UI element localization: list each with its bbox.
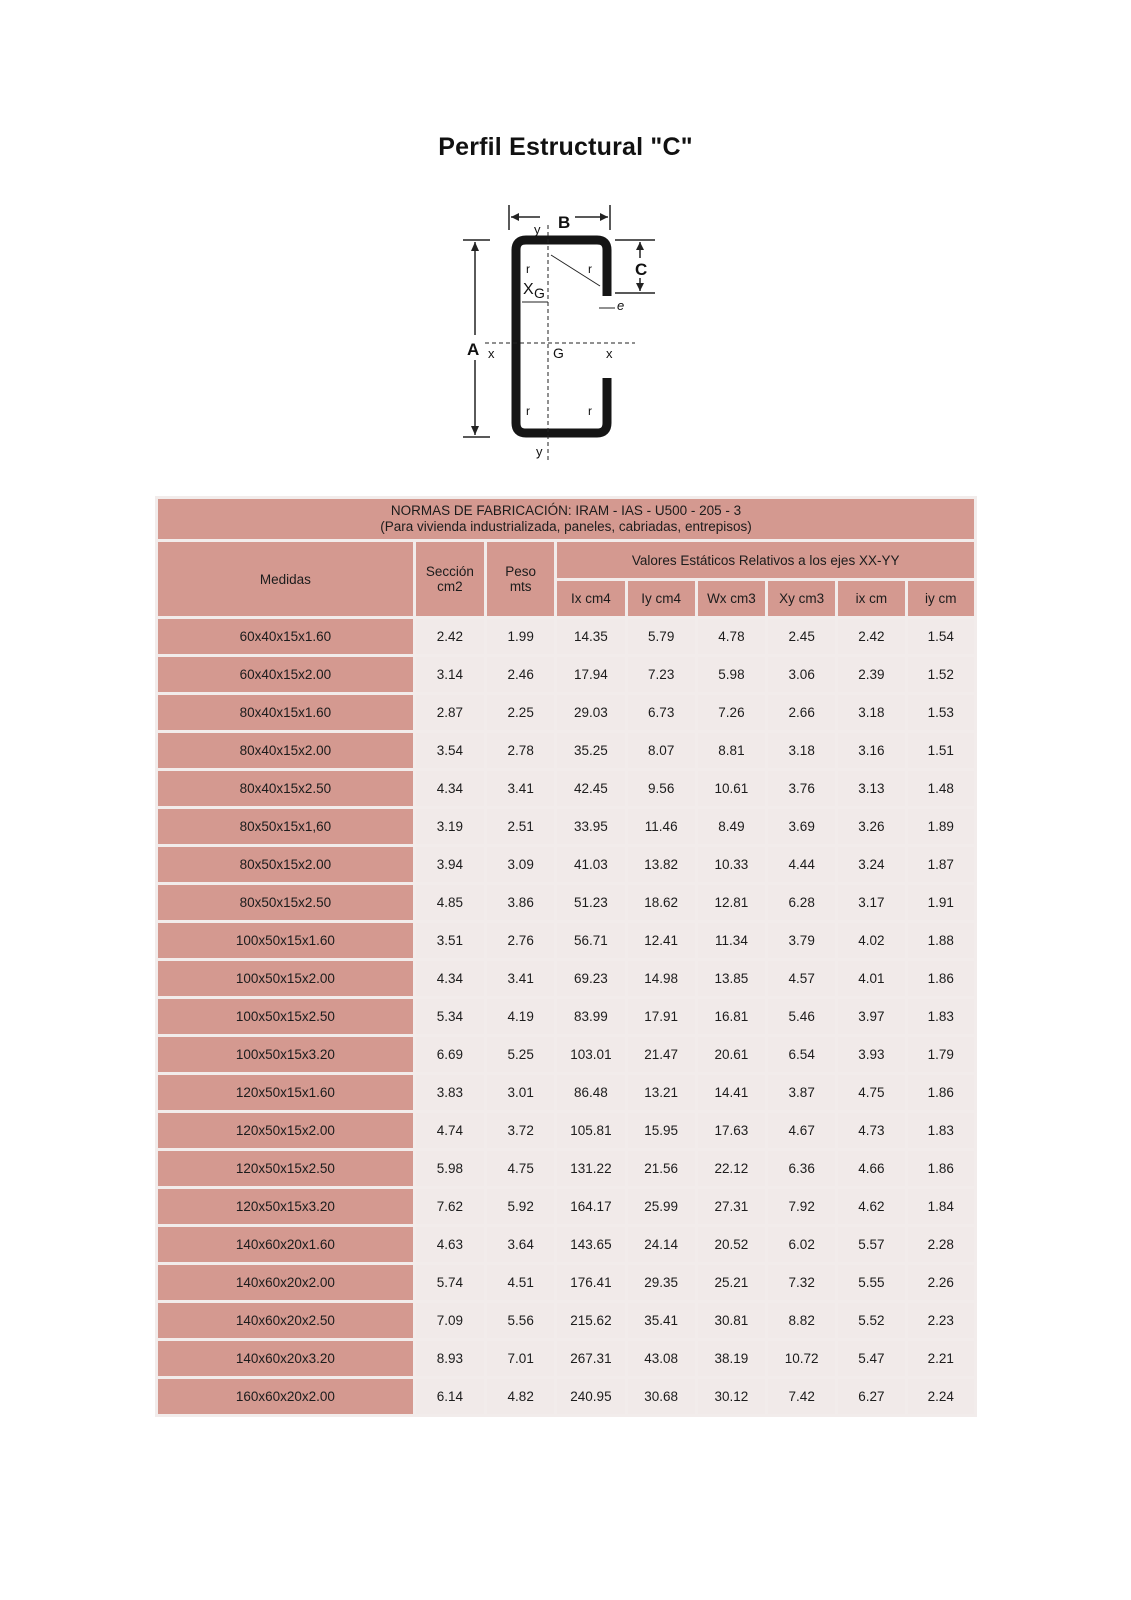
- norma-line-2: (Para vivienda industrializada, paneles, cabriadas, entrepisos): [380, 519, 752, 534]
- cell-medidas: 80x50x15x2.50: [158, 885, 413, 920]
- cell-value: 3.01: [487, 1075, 554, 1110]
- cell-value: 1.86: [908, 1151, 974, 1186]
- col-header-valores: Valores Estáticos Relativos a los ejes XX-YY: [557, 542, 974, 578]
- cell-value: 10.72: [768, 1341, 835, 1376]
- cell-value: 2.78: [487, 733, 554, 768]
- table-row: [158, 1151, 974, 1186]
- table-row: [158, 1341, 974, 1376]
- svg-text:r: r: [588, 404, 592, 418]
- cell-value: 3.93: [838, 1037, 904, 1072]
- table-row: [158, 1227, 974, 1262]
- cell-medidas: 160x60x20x2.00: [158, 1379, 413, 1414]
- table-row: [158, 847, 974, 882]
- cell-value: 6.14: [416, 1379, 484, 1414]
- table-row: [158, 1037, 974, 1072]
- cell-value: 7.26: [698, 695, 765, 730]
- cell-value: 3.64: [487, 1227, 554, 1262]
- cell-value: 6.73: [628, 695, 695, 730]
- cell-value: 6.36: [768, 1151, 835, 1186]
- cell-value: 35.41: [628, 1303, 695, 1338]
- cell-medidas: 120x50x15x1.60: [158, 1075, 413, 1110]
- cell-value: 13.21: [628, 1075, 695, 1110]
- cell-value: 2.46: [487, 657, 554, 692]
- cell-value: 17.63: [698, 1113, 765, 1148]
- cell-value: 105.81: [557, 1113, 624, 1148]
- cell-value: 2.39: [838, 657, 904, 692]
- cell-value: 1.54: [908, 619, 974, 654]
- col-header-wx: Wx cm3: [698, 581, 765, 616]
- cell-value: 6.28: [768, 885, 835, 920]
- cell-value: 2.51: [487, 809, 554, 844]
- cell-value: 7.92: [768, 1189, 835, 1224]
- cell-value: 4.62: [838, 1189, 904, 1224]
- col-header-iy-radius: iy cm: [908, 581, 974, 616]
- svg-text:r: r: [588, 262, 592, 276]
- cell-value: 5.98: [698, 657, 765, 692]
- cell-value: 22.12: [698, 1151, 765, 1186]
- svg-text:G: G: [553, 345, 564, 361]
- cell-value: 1.84: [908, 1189, 974, 1224]
- cell-value: 17.91: [628, 999, 695, 1034]
- cell-value: 3.17: [838, 885, 904, 920]
- cell-value: 7.09: [416, 1303, 484, 1338]
- cell-value: 12.81: [698, 885, 765, 920]
- cell-value: 25.21: [698, 1265, 765, 1300]
- cell-value: 69.23: [557, 961, 624, 996]
- cell-medidas: 100x50x15x2.00: [158, 961, 413, 996]
- cell-value: 9.56: [628, 771, 695, 806]
- col-header-seccion: [416, 542, 484, 616]
- cell-value: 1.89: [908, 809, 974, 844]
- page-title: Perfil Estructural "C": [438, 133, 693, 161]
- cell-medidas: 120x50x15x2.00: [158, 1113, 413, 1148]
- cell-medidas: 60x40x15x2.00: [158, 657, 413, 692]
- cell-value: 21.47: [628, 1037, 695, 1072]
- table-row: [158, 733, 974, 768]
- cell-value: 3.16: [838, 733, 904, 768]
- cell-value: 267.31: [557, 1341, 624, 1376]
- cell-value: 51.23: [557, 885, 624, 920]
- table-row: [158, 885, 974, 920]
- cell-value: 18.62: [628, 885, 695, 920]
- cell-value: 3.79: [768, 923, 835, 958]
- cell-value: 4.51: [487, 1265, 554, 1300]
- cell-value: 1.79: [908, 1037, 974, 1072]
- svg-text:r: r: [526, 404, 530, 418]
- cell-value: 14.98: [628, 961, 695, 996]
- cell-value: 3.41: [487, 771, 554, 806]
- cell-value: 103.01: [557, 1037, 624, 1072]
- cell-value: 24.14: [628, 1227, 695, 1262]
- cell-value: 143.65: [557, 1227, 624, 1262]
- cell-value: 21.56: [628, 1151, 695, 1186]
- table-row: [158, 1379, 974, 1414]
- cell-value: 11.46: [628, 809, 695, 844]
- cell-value: 1.48: [908, 771, 974, 806]
- cell-value: 5.52: [838, 1303, 904, 1338]
- cell-value: 3.87: [768, 1075, 835, 1110]
- cell-value: 2.87: [416, 695, 484, 730]
- cell-value: 1.91: [908, 885, 974, 920]
- cell-value: 2.66: [768, 695, 835, 730]
- cell-value: 3.94: [416, 847, 484, 882]
- cell-value: 240.95: [557, 1379, 624, 1414]
- svg-text:B: B: [558, 213, 571, 232]
- cell-value: 4.73: [838, 1113, 904, 1148]
- cell-value: 3.72: [487, 1113, 554, 1148]
- cell-value: 4.67: [768, 1113, 835, 1148]
- cell-value: 29.35: [628, 1265, 695, 1300]
- cell-value: 7.62: [416, 1189, 484, 1224]
- col-header-iy: Iy cm4: [628, 581, 695, 616]
- cell-value: 4.02: [838, 923, 904, 958]
- cell-value: 3.41: [487, 961, 554, 996]
- cell-value: 3.69: [768, 809, 835, 844]
- cell-value: 6.54: [768, 1037, 835, 1072]
- table-row: [158, 695, 974, 730]
- cell-value: 8.81: [698, 733, 765, 768]
- cell-value: 3.18: [768, 733, 835, 768]
- cell-value: 27.31: [698, 1189, 765, 1224]
- table-row: [158, 657, 974, 692]
- cell-value: 5.56: [487, 1303, 554, 1338]
- cell-medidas: 80x50x15x1,60: [158, 809, 413, 844]
- norma-header: [158, 499, 974, 539]
- cell-value: 1.52: [908, 657, 974, 692]
- cell-value: 8.93: [416, 1341, 484, 1376]
- cell-value: 1.86: [908, 961, 974, 996]
- cell-value: 14.41: [698, 1075, 765, 1110]
- cell-value: 10.33: [698, 847, 765, 882]
- table-row: [158, 771, 974, 806]
- table-row: [158, 1189, 974, 1224]
- cell-value: 7.32: [768, 1265, 835, 1300]
- cell-value: 4.85: [416, 885, 484, 920]
- cell-medidas: 100x50x15x1.60: [158, 923, 413, 958]
- table-row: [158, 809, 974, 844]
- cell-value: 5.55: [838, 1265, 904, 1300]
- cell-value: 2.26: [908, 1265, 974, 1300]
- cell-value: 30.68: [628, 1379, 695, 1414]
- table-row: [158, 1113, 974, 1148]
- cell-value: 6.69: [416, 1037, 484, 1072]
- cell-medidas: 80x50x15x2.00: [158, 847, 413, 882]
- col-header-ix-radius: ix cm: [838, 581, 904, 616]
- table-row: [158, 961, 974, 996]
- cell-medidas: 140x60x20x3.20: [158, 1341, 413, 1376]
- cell-value: 3.06: [768, 657, 835, 692]
- cell-value: 4.57: [768, 961, 835, 996]
- cell-medidas: 120x50x15x3.20: [158, 1189, 413, 1224]
- cell-value: 5.34: [416, 999, 484, 1034]
- col-header-peso: [487, 542, 554, 616]
- cell-value: 5.46: [768, 999, 835, 1034]
- cell-value: 4.34: [416, 771, 484, 806]
- cell-value: 38.19: [698, 1341, 765, 1376]
- cell-medidas: 60x40x15x1.60: [158, 619, 413, 654]
- cell-value: 10.61: [698, 771, 765, 806]
- cell-value: 7.42: [768, 1379, 835, 1414]
- svg-text:A: A: [467, 340, 480, 359]
- cell-value: 13.85: [698, 961, 765, 996]
- cell-value: 1.53: [908, 695, 974, 730]
- cell-value: 86.48: [557, 1075, 624, 1110]
- cell-value: 15.95: [628, 1113, 695, 1148]
- cell-medidas: 140x60x20x1.60: [158, 1227, 413, 1262]
- cell-value: 20.52: [698, 1227, 765, 1262]
- cell-value: 8.82: [768, 1303, 835, 1338]
- cell-value: 3.19: [416, 809, 484, 844]
- cell-value: 8.49: [698, 809, 765, 844]
- svg-text:e: e: [617, 298, 625, 313]
- cell-medidas: 140x60x20x2.50: [158, 1303, 413, 1338]
- peso-label: Peso: [505, 564, 537, 579]
- col-header-ix: Ix cm4: [557, 581, 624, 616]
- cell-value: 4.66: [838, 1151, 904, 1186]
- cell-value: 17.94: [557, 657, 624, 692]
- cell-value: 3.09: [487, 847, 554, 882]
- cell-value: 25.99: [628, 1189, 695, 1224]
- cell-value: 131.22: [557, 1151, 624, 1186]
- cell-value: 164.17: [557, 1189, 624, 1224]
- cell-value: 3.18: [838, 695, 904, 730]
- table-row: [158, 619, 974, 654]
- cell-value: 13.82: [628, 847, 695, 882]
- cell-value: 1.86: [908, 1075, 974, 1110]
- table-row: [158, 923, 974, 958]
- cell-value: 2.42: [838, 619, 904, 654]
- cell-value: 176.41: [557, 1265, 624, 1300]
- cell-medidas: 100x50x15x3.20: [158, 1037, 413, 1072]
- cell-medidas: 80x40x15x2.00: [158, 733, 413, 768]
- c-profile-diagram: [455, 200, 670, 475]
- cell-value: 4.63: [416, 1227, 484, 1262]
- svg-text:X: X: [523, 281, 534, 298]
- cell-value: 1.87: [908, 847, 974, 882]
- cell-value: 43.08: [628, 1341, 695, 1376]
- svg-text:C: C: [635, 260, 648, 279]
- cell-value: 2.28: [908, 1227, 974, 1262]
- cell-value: 5.57: [838, 1227, 904, 1262]
- cell-value: 3.76: [768, 771, 835, 806]
- cell-value: 4.78: [698, 619, 765, 654]
- seccion-label: Sección: [425, 564, 474, 579]
- table-row: [158, 999, 974, 1034]
- svg-text:y: y: [536, 444, 543, 459]
- cell-value: 2.25: [487, 695, 554, 730]
- cell-value: 41.03: [557, 847, 624, 882]
- cell-value: 3.86: [487, 885, 554, 920]
- cell-value: 3.24: [838, 847, 904, 882]
- cell-value: 16.81: [698, 999, 765, 1034]
- cell-value: 4.74: [416, 1113, 484, 1148]
- cell-value: 1.83: [908, 999, 974, 1034]
- cell-value: 5.47: [838, 1341, 904, 1376]
- cell-value: 215.62: [557, 1303, 624, 1338]
- cell-value: 1.51: [908, 733, 974, 768]
- cell-value: 4.75: [838, 1075, 904, 1110]
- table-body: [158, 619, 974, 1414]
- cell-value: 4.44: [768, 847, 835, 882]
- cell-value: 4.82: [487, 1379, 554, 1414]
- cell-value: 1.88: [908, 923, 974, 958]
- cell-value: 4.34: [416, 961, 484, 996]
- cell-value: 5.79: [628, 619, 695, 654]
- cell-value: 4.19: [487, 999, 554, 1034]
- norma-line-1: NORMAS DE FABRICACIÓN: IRAM - IAS - U500 - 205 - 3: [390, 503, 742, 518]
- cell-value: 3.51: [416, 923, 484, 958]
- cell-value: 5.25: [487, 1037, 554, 1072]
- cell-value: 3.26: [838, 809, 904, 844]
- cell-value: 3.54: [416, 733, 484, 768]
- cell-value: 2.42: [416, 619, 484, 654]
- seccion-unit: cm2: [437, 579, 463, 594]
- cell-value: 1.83: [908, 1113, 974, 1148]
- cell-value: 11.34: [698, 923, 765, 958]
- cell-value: 7.01: [487, 1341, 554, 1376]
- cell-medidas: 100x50x15x2.50: [158, 999, 413, 1034]
- table-row: [158, 1075, 974, 1110]
- cell-value: 2.23: [908, 1303, 974, 1338]
- cell-value: 2.76: [487, 923, 554, 958]
- svg-text:G: G: [534, 285, 545, 301]
- svg-text:y: y: [534, 222, 541, 237]
- table-row: [158, 1303, 974, 1338]
- table-row: [158, 1265, 974, 1300]
- svg-text:x: x: [606, 346, 613, 361]
- svg-text:x: x: [488, 346, 495, 361]
- cell-value: 20.61: [698, 1037, 765, 1072]
- cell-value: 2.21: [908, 1341, 974, 1376]
- cell-value: 83.99: [557, 999, 624, 1034]
- cell-value: 1.99: [487, 619, 554, 654]
- cell-value: 14.35: [557, 619, 624, 654]
- cell-value: 6.02: [768, 1227, 835, 1262]
- cell-value: 3.14: [416, 657, 484, 692]
- peso-unit: mts: [509, 579, 532, 594]
- cell-value: 6.27: [838, 1379, 904, 1414]
- cell-value: 3.13: [838, 771, 904, 806]
- cell-value: 33.95: [557, 809, 624, 844]
- cell-value: 8.07: [628, 733, 695, 768]
- cell-value: 42.45: [557, 771, 624, 806]
- cell-medidas: 80x40x15x2.50: [158, 771, 413, 806]
- cell-value: 2.45: [768, 619, 835, 654]
- cell-value: 12.41: [628, 923, 695, 958]
- cell-medidas: 120x50x15x2.50: [158, 1151, 413, 1186]
- cell-value: 56.71: [557, 923, 624, 958]
- cell-value: 29.03: [557, 695, 624, 730]
- cell-value: 4.01: [838, 961, 904, 996]
- cell-medidas: 140x60x20x2.00: [158, 1265, 413, 1300]
- cell-medidas: 80x40x15x1.60: [158, 695, 413, 730]
- cell-value: 35.25: [557, 733, 624, 768]
- cell-value: 30.12: [698, 1379, 765, 1414]
- cell-value: 5.74: [416, 1265, 484, 1300]
- svg-text:r: r: [526, 262, 530, 276]
- profile-table: [155, 496, 977, 1417]
- cell-value: 3.97: [838, 999, 904, 1034]
- col-header-medidas: Medidas: [158, 542, 413, 616]
- cell-value: 4.75: [487, 1151, 554, 1186]
- cell-value: 30.81: [698, 1303, 765, 1338]
- cell-value: 5.92: [487, 1189, 554, 1224]
- cell-value: 2.24: [908, 1379, 974, 1414]
- cell-value: 5.98: [416, 1151, 484, 1186]
- cell-value: 3.83: [416, 1075, 484, 1110]
- cell-value: 7.23: [628, 657, 695, 692]
- col-header-xy: Xy cm3: [768, 581, 835, 616]
